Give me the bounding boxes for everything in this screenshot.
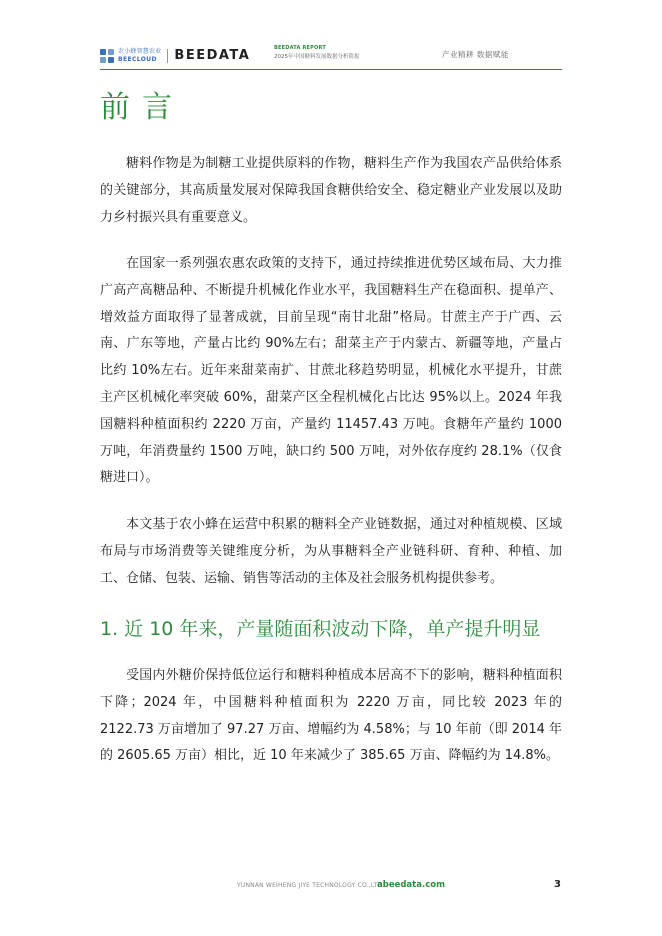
intro-paragraph-3: 本文基于农小蜂在运营中积累的糖料全产业链数据，通过对种植规模、区域布局与市场消费等关键维度分析，为从事糖料全产业链科研、育种、种植、加工、仓储、包装、运输、销售等活动的主体及社会服务机构提供参考。 <box>100 517 562 586</box>
report-title: 2025年中国糖料发展数据分析简报 <box>274 53 360 60</box>
logo-en-name: BEECLOUD <box>118 55 157 63</box>
brand-logo <box>100 48 250 63</box>
logo-divider <box>167 49 168 63</box>
logo-text <box>118 49 161 63</box>
page-title: 前言 <box>100 90 184 125</box>
logo-cn-name: 农小蜂智慧农业 <box>118 47 162 55</box>
page-number: 3 <box>554 879 561 890</box>
report-label: BEEDATA REPORT <box>274 45 326 51</box>
report-label-block <box>274 46 360 60</box>
page-footer <box>0 880 662 894</box>
header-divider <box>100 69 562 70</box>
section-heading: 1. 近 10 年来，产量随面积波动下降，单产提升明显 <box>100 618 541 640</box>
page-header <box>0 0 662 70</box>
footer-company: YUNNAN WEIHENG JIYE TECHNOLOGY CO.,LTD. <box>237 882 385 889</box>
section-paragraph: 受国内外糖价保持低位运行和糖料种植成本居高不下的影响，糖料种植面积下降；2024 年，中国糖料种植面积为 2220 万亩，同比较 2023 年的 2122.73 万亩增加了 97.27 万亩、增幅约为 4.58%；与 10 年前（即 2014 年的 2605.65 万亩）相比，近 10 年来减少了 385.65 万亩、降幅约为 14.8%。 <box>100 668 562 764</box>
intro-paragraph-1: 糖料作物是为制糖工业提供原料的作物，糖料生产作为我国农产品供给体系的关键部分，其高质量发展对保障我国食糖供给安全、稳定糖业产业发展以及助力乡村振兴具有重要意义。 <box>100 156 562 225</box>
intro-paragraph-2: 在国家一系列强农惠农政策的支持下，通过持续推进优势区域布局、大力推广高产高糖品种、不断提升机械化作业水平，我国糖料生产在稳面积、提单产、增效益方面取得了显著成就，目前呈现“南甘北甜”格局。甘蔗主产于广西、云南、广东等地，产量占比约 90%左右；甜菜主产于内蒙古、新疆等地，产量占比约 10%左右。近年来甜菜南扩、甘蔗北移趋势明显，机械化水平提升，甘蔗主产区机械化率突破 60%，甜菜产区全程机械化占比达 95%以上。2024 年我国糖料种植面积约 2220 万亩，产量约 11457.43 万吨。食糖年产量约 1000 万吨，年消费量约 1500 万吨，缺口约 500 万吨，对外依存度约 28.1%（仅食糖进口）。 <box>100 256 562 486</box>
bee-logo-icon <box>100 49 114 63</box>
logo-wordmark: BEEDATA <box>174 48 251 63</box>
footer-website-link[interactable]: abeedata.com <box>377 880 445 890</box>
header-slogan: 产业精耕 数据赋能 <box>442 50 509 59</box>
